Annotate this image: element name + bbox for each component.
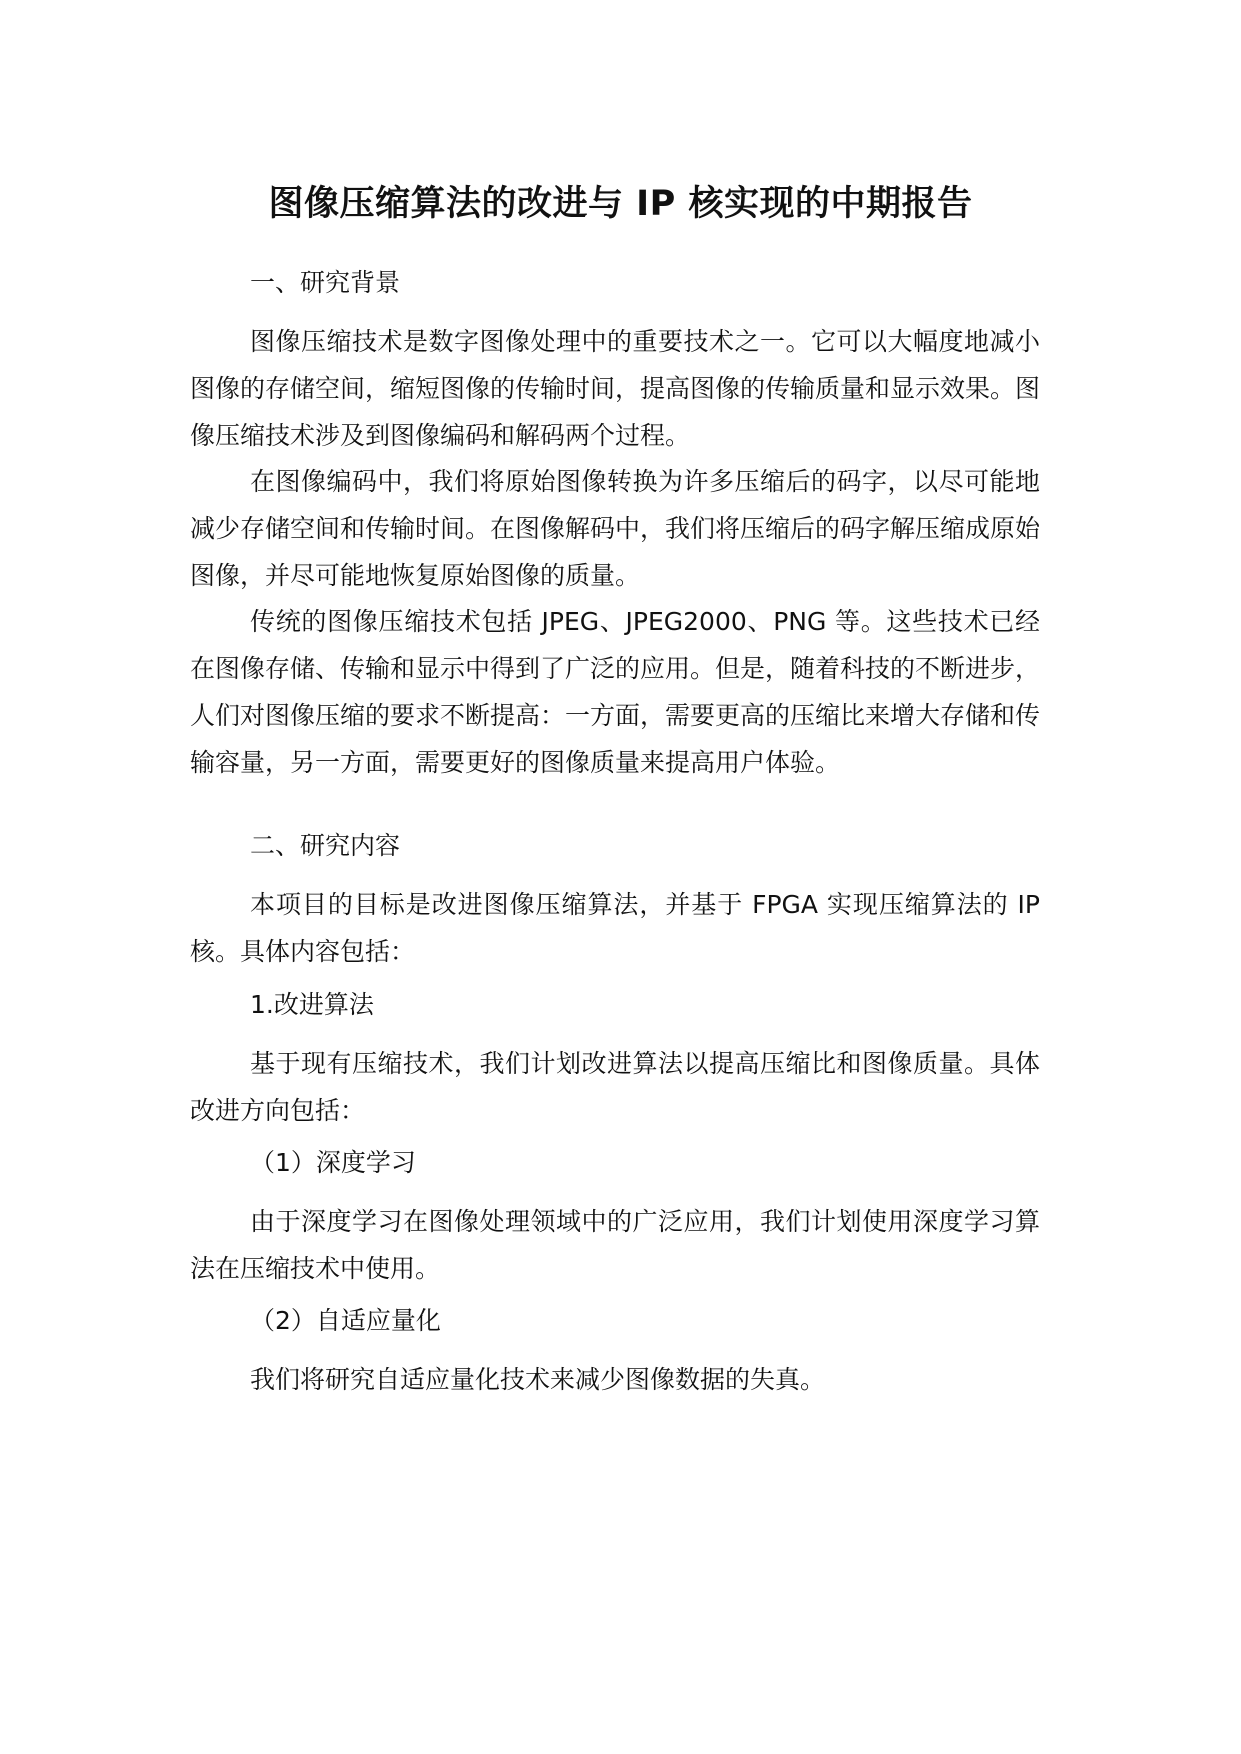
paragraph-block <box>190 458 1040 599</box>
paragraph-7: 我们将研究自适应量化技术来减少图像数据的失真。 <box>250 1365 826 1394</box>
document-title: 图像压缩算法的改进与 IP 核实现的中期报告 <box>268 184 973 224</box>
paragraph-2: 在图像编码中，我们将原始图像转换为许多压缩后的码字，以尽可能地减少存储空间和传输时间。在图像解码中，我们将压缩后的码字解压缩成原始图像，并尽可能地恢复原始图像的质量。 <box>190 467 1041 590</box>
subheading-block <box>190 1139 1040 1186</box>
paragraph-block <box>190 598 1040 786</box>
paragraph-block <box>190 1040 1040 1134</box>
subheading-block <box>190 1297 1040 1344</box>
heading-adaptive-quantization: （2）自适应量化 <box>250 1306 441 1335</box>
paragraph-4: 本项目的目标是改进图像压缩算法，并基于 FPGA 实现压缩算法的 IP 核。具体内容包括： <box>190 890 1040 966</box>
paragraph-block <box>190 1198 1040 1292</box>
section-heading-content <box>190 822 1040 869</box>
paragraph-1: 图像压缩技术是数字图像处理中的重要技术之一。它可以大幅度地减小图像的存储空间，缩短图像的传输时间，提高图像的传输质量和显示效果。图像压缩技术涉及到图像编码和解码两个过程。 <box>190 327 1041 450</box>
paragraph-3: 传统的图像压缩技术包括 JPEG、JPEG2000、PNG 等。这些技术已经在图像存储、传输和显示中得到了广泛的应用。但是，随着科技的不断进步，人们对图像压缩的要求不断提高：一方面，需要更高的压缩比来增大存储和传输容量，另一方面，需要更好的图像质量来提高用户体验。 <box>190 607 1041 777</box>
heading-deep-learning: （1）深度学习 <box>250 1148 416 1177</box>
heading-improve-algorithm: 1.改进算法 <box>250 990 374 1019</box>
paragraph-block <box>190 1356 1040 1403</box>
heading-research-background: 一、研究背景 <box>250 268 401 297</box>
paragraph-5: 基于现有压缩技术，我们计划改进算法以提高压缩比和图像质量。具体改进方向包括： <box>190 1049 1040 1125</box>
paragraph-block <box>190 881 1040 975</box>
section-heading-background <box>190 259 1040 306</box>
paragraph-6: 由于深度学习在图像处理领域中的广泛应用，我们计划使用深度学习算法在压缩技术中使用。 <box>190 1207 1040 1283</box>
paragraph-block <box>190 318 1040 459</box>
heading-research-content: 二、研究内容 <box>250 831 401 860</box>
subheading-block <box>190 981 1040 1028</box>
